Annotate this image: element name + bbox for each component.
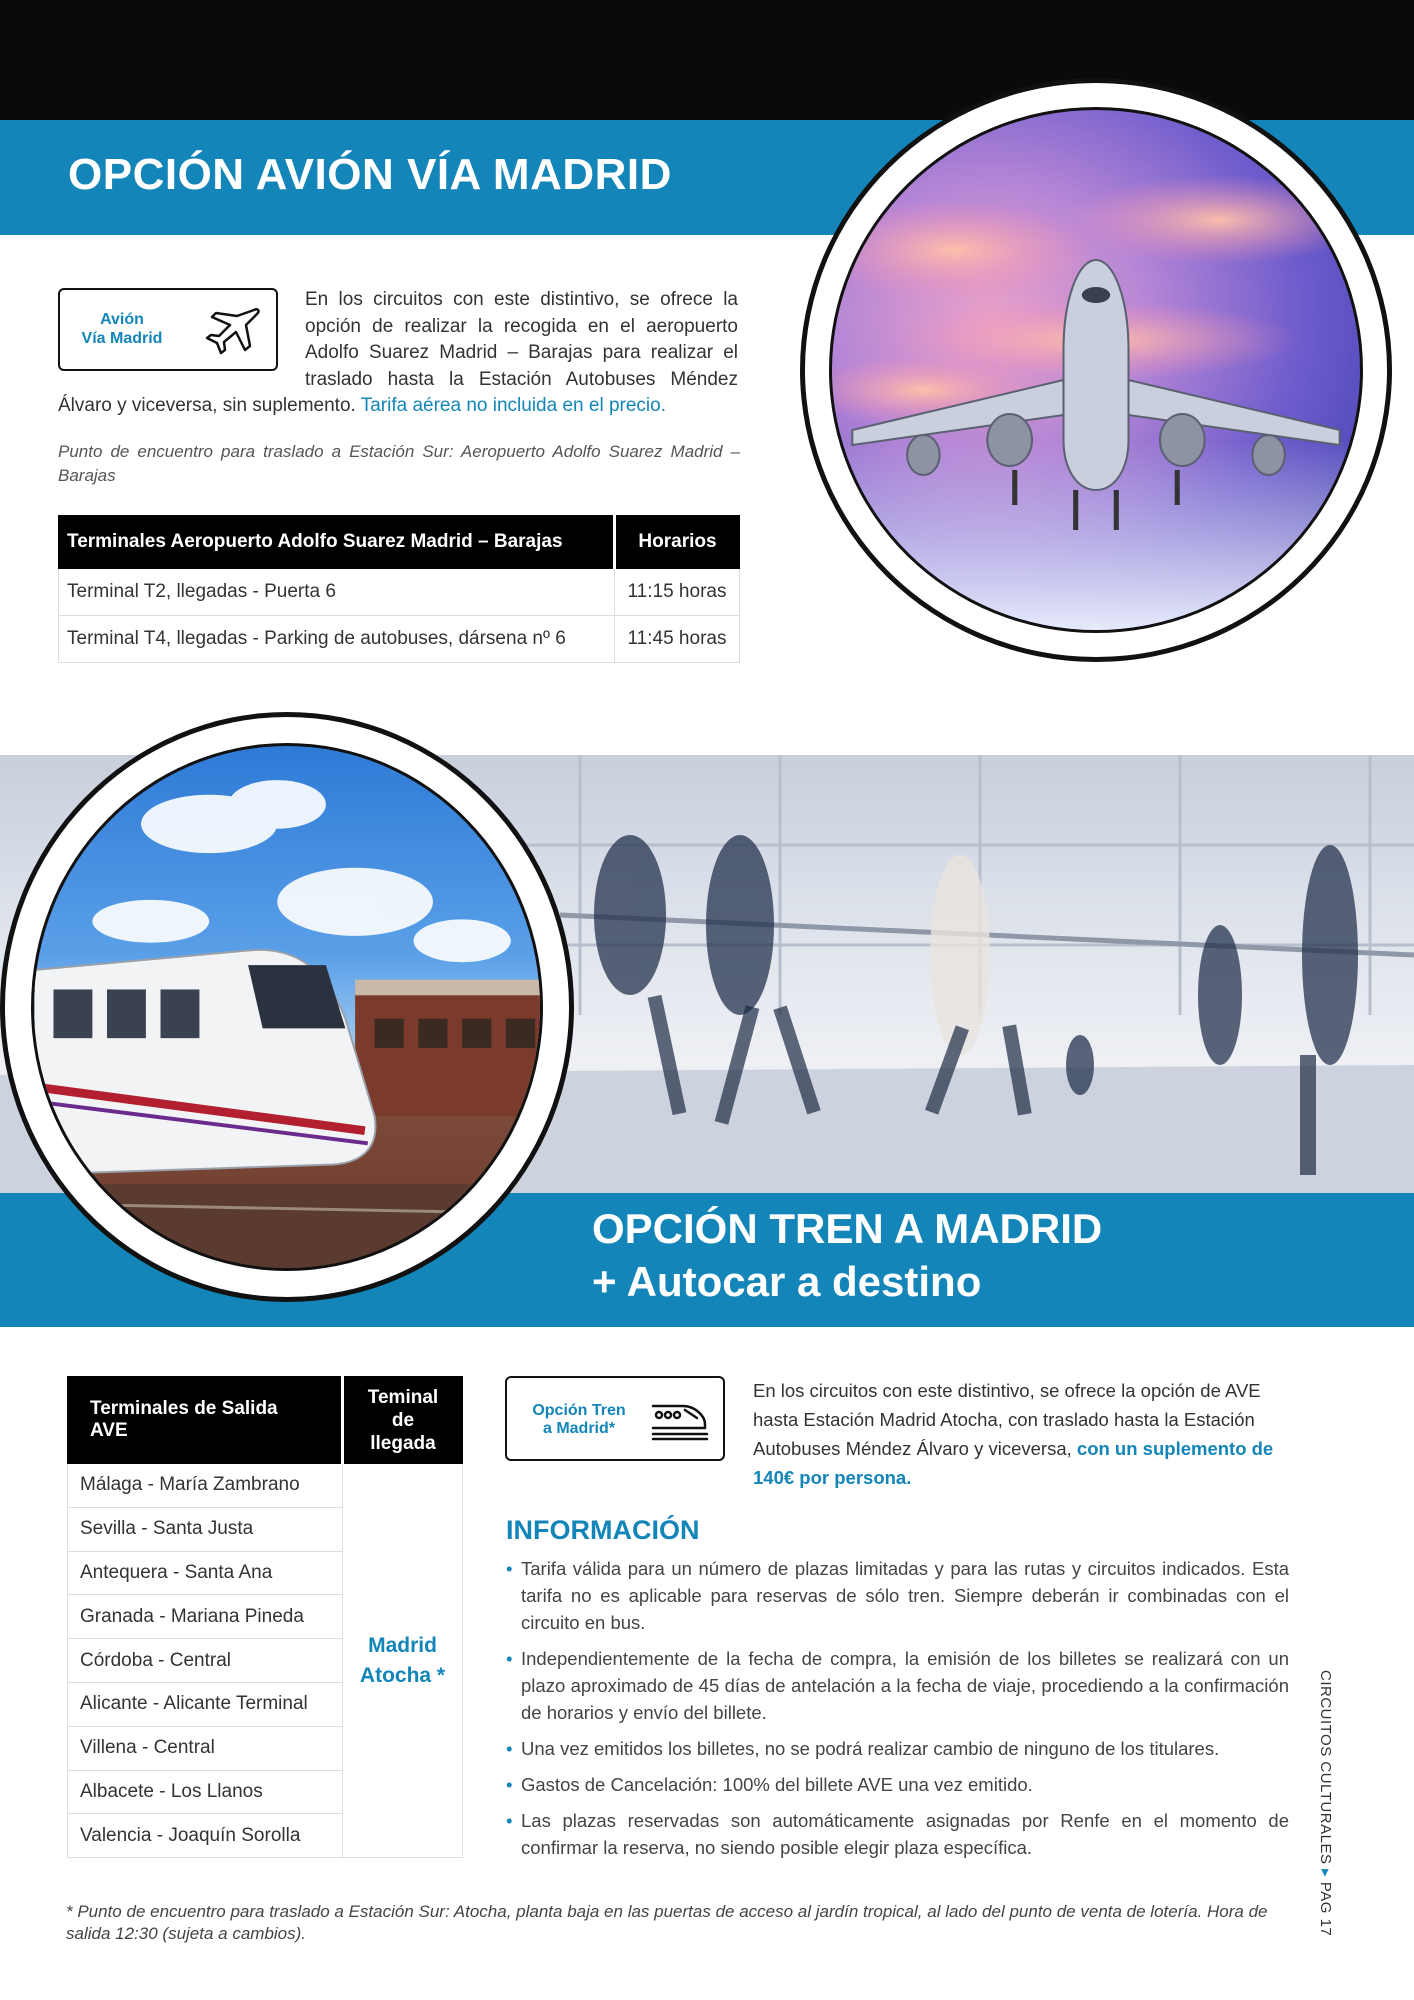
side-section-label: CIRCUITOS CULTURALES (1317, 1670, 1334, 1865)
table-row (59, 616, 740, 663)
arrival-line2: Atocha * (359, 1663, 446, 1687)
avion-badge-line1: Avión (100, 311, 144, 328)
arrival-header-line1: Teminal (367, 1386, 439, 1408)
table-header-row (68, 1377, 463, 1464)
section2-paragraph (753, 1376, 1289, 1492)
tren-badge-line2: a Madrid* (542, 1420, 615, 1437)
train-photo (0, 712, 574, 1302)
tren-badge-line1: Opción Tren (532, 1402, 626, 1419)
side-label (1309, 1670, 1335, 1970)
tren-badge-label (527, 1402, 631, 1438)
list-item: • Una vez emitidos los billetes, no se podrá realizar cambio de ninguno de los titulares. (506, 1735, 1289, 1762)
ave-terminals-table (67, 1376, 463, 1858)
schedule-header: Horarios (615, 516, 740, 569)
departure-cell: Córdoba - Central (68, 1639, 343, 1683)
train-photo-image (31, 743, 543, 1271)
section1-paragraph-text: En los circuitos con este distintivo, se ofrece la opción de realizar la recogida en el aeropuerto Adolfo Suarez Madrid – Barajas para realizar el traslado hasta la Estación Autobuses Méndez Álvaro y viceversa, sin suplemento. (58, 289, 738, 416)
terminal-cell: Terminal T4, llegadas - Parking de autobuses, dársena nº 6 (59, 616, 615, 663)
airplane-icon (202, 304, 262, 358)
departure-cell: Málaga - María Zambrano (68, 1464, 343, 1508)
table-header-row (59, 516, 740, 569)
table-row (68, 1464, 463, 1508)
section1-title: OPCIÓN AVIÓN VÍA MADRID (68, 150, 672, 199)
arrival-header (343, 1377, 463, 1464)
side-arrow-icon: ▸ (1317, 1869, 1334, 1878)
departure-header: Terminales de Salida AVE (68, 1377, 343, 1464)
page-number: PAG 17 (1317, 1881, 1334, 1937)
time-cell: 11:45 horas (615, 616, 740, 663)
departure-cell: Sevilla - Santa Justa (68, 1507, 343, 1551)
departure-cell: Villena - Central (68, 1726, 343, 1770)
terminal-cell: Terminal T2, llegadas - Puerta 6 (59, 569, 615, 616)
train-icon (649, 1398, 709, 1442)
list-item: • Gastos de Cancelación: 100% del billete AVE una vez emitido. (506, 1771, 1289, 1798)
section2-paragraph-text: En los circuitos con este distintivo, se ofrece la opción de AVE hasta Estación Madrid Atocha, con traslado hasta la Estación Autobuses Méndez Álvaro y viceversa, (753, 1380, 1261, 1459)
table-row (59, 569, 740, 616)
arrival-line1: Madrid (368, 1633, 437, 1657)
airplane-photo (800, 78, 1392, 662)
avion-badge-label (74, 310, 170, 348)
departure-cell: Granada - Mariana Pineda (68, 1595, 343, 1639)
section2-paragraph-accent: con un suplemento de 140€ por persona. (753, 1438, 1274, 1488)
departure-cell: Albacete - Los Llanos (68, 1770, 343, 1814)
arrival-header-line3: llegada (370, 1432, 436, 1454)
section1-paragraph-accent: Tarifa aérea no incluida en el precio. (360, 395, 666, 416)
airport-terminals-table (58, 515, 740, 663)
departure-cell: Valencia - Joaquín Sorolla (68, 1814, 343, 1858)
terminals-header: Terminales Aeropuerto Adolfo Suarez Madrid – Barajas (59, 516, 615, 569)
section2-title-line1: OPCIÓN TREN A MADRID (592, 1205, 1103, 1252)
section1-meeting-point: Punto de encuentro para traslado a Estación Sur: Aeropuerto Adolfo Suarez Madrid – Barajas (58, 442, 740, 485)
info-title: INFORMACIÓN (506, 1515, 700, 1545)
departure-cell: Antequera - Santa Ana (68, 1551, 343, 1595)
arrival-cell (343, 1464, 463, 1858)
section2-title-line2: + Autocar a destino (592, 1258, 982, 1305)
arrival-header-line2: de (391, 1409, 415, 1431)
list-item: • Independientemente de la fecha de compra, la emisión de los billetes se realizará con un plazo aproximado de 45 días de antelación a la fecha de viaje, procediendo a la confirmación de horarios y envío del billete. (506, 1645, 1289, 1726)
info-list (506, 1555, 1289, 1870)
time-cell: 11:15 horas (615, 569, 740, 616)
avion-badge (58, 288, 278, 371)
footnote: * Punto de encuentro para traslado a Estación Sur: Atocha, planta baja en las puertas de acceso al jardín tropical, al lado del punto de venta de lotería. Hora de salida 12:30 (sujeta a cambios). (66, 1902, 1268, 1943)
departure-cell: Alicante - Alicante Terminal (68, 1682, 343, 1726)
tren-badge (505, 1376, 725, 1461)
list-item: • Las plazas reservadas son automáticamente asignadas por Renfe en el momento de confirmar la reserva, no siendo posible elegir plaza específica. (506, 1807, 1289, 1861)
avion-badge-line2: Vía Madrid (81, 330, 163, 347)
airplane-photo-image (829, 107, 1363, 633)
list-item: • Tarifa válida para un número de plazas limitadas y para las rutas y circuitos indicados. Esta tarifa no es aplicable para reservas de sólo tren. Siempre deberán ir combinadas con el circuito en bus. (506, 1555, 1289, 1636)
